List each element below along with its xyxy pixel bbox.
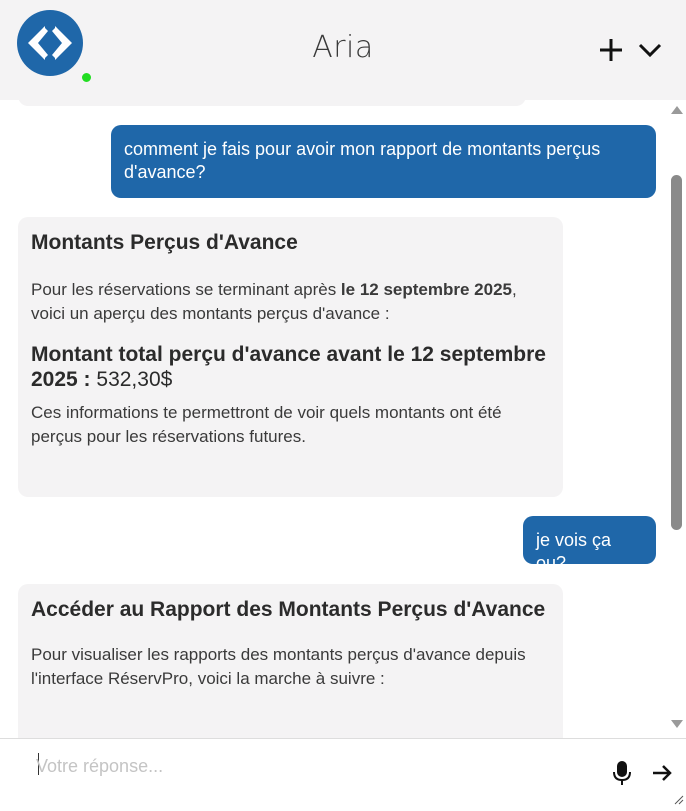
scrollbar-thumb[interactable] [671,175,682,530]
reply-input[interactable] [36,751,596,781]
message-list[interactable] [0,100,668,738]
total-amount-heading: Montant total perçu d'avance avant le 12 septembre 2025 : 532,30$ [31,343,546,391]
highlighted-date: le 12 septembre 2025 [340,280,512,299]
scroll-up-arrow-icon[interactable] [671,106,683,114]
message-heading: Montants Perçus d'Avance [31,231,298,254]
total-amount-value: 532,30$ [96,368,173,391]
plus-icon [597,36,625,64]
composer-bar [0,738,686,811]
message-heading: Accéder au Rapport des Montants Perçus d'Avance [31,598,546,621]
message-paragraph: Pour visualiser les rapports des montants perçus d'avance depuis l'interface RéservPro, voici la marche à suivre : [31,645,526,688]
message-paragraph: Pour les réservations se terminant après le 12 septembre 2025, voici un aperçu des montants perçus d'avance : [31,280,517,323]
voice-input-button[interactable] [610,759,634,787]
new-conversation-button[interactable] [597,36,625,64]
collapse-chat-button[interactable] [636,36,664,64]
message-paragraph: Ces informations te permettront de voir quels montants ont été perçus pour les réservations futures. [31,403,502,446]
chat-header [0,0,686,100]
online-status-dot [80,71,93,84]
user-message [523,516,656,573]
arrow-right-icon [650,761,674,785]
page-title: Aria [312,30,374,65]
previous-message-bubble [18,100,526,106]
assistant-message [18,217,563,497]
assistant-message [18,584,563,738]
user-message-text: je vois ça ou? [536,530,612,573]
vertical-scrollbar[interactable] [668,100,686,738]
send-button[interactable] [650,761,674,785]
user-message-text: comment je fais pour avoir mon rapport de montants perçus d'avance? [124,139,601,182]
chevron-down-icon [636,36,664,64]
microphone-icon [610,759,634,787]
user-message [111,125,656,198]
resize-grip-icon[interactable] [674,795,684,805]
scroll-down-arrow-icon[interactable] [671,720,683,728]
